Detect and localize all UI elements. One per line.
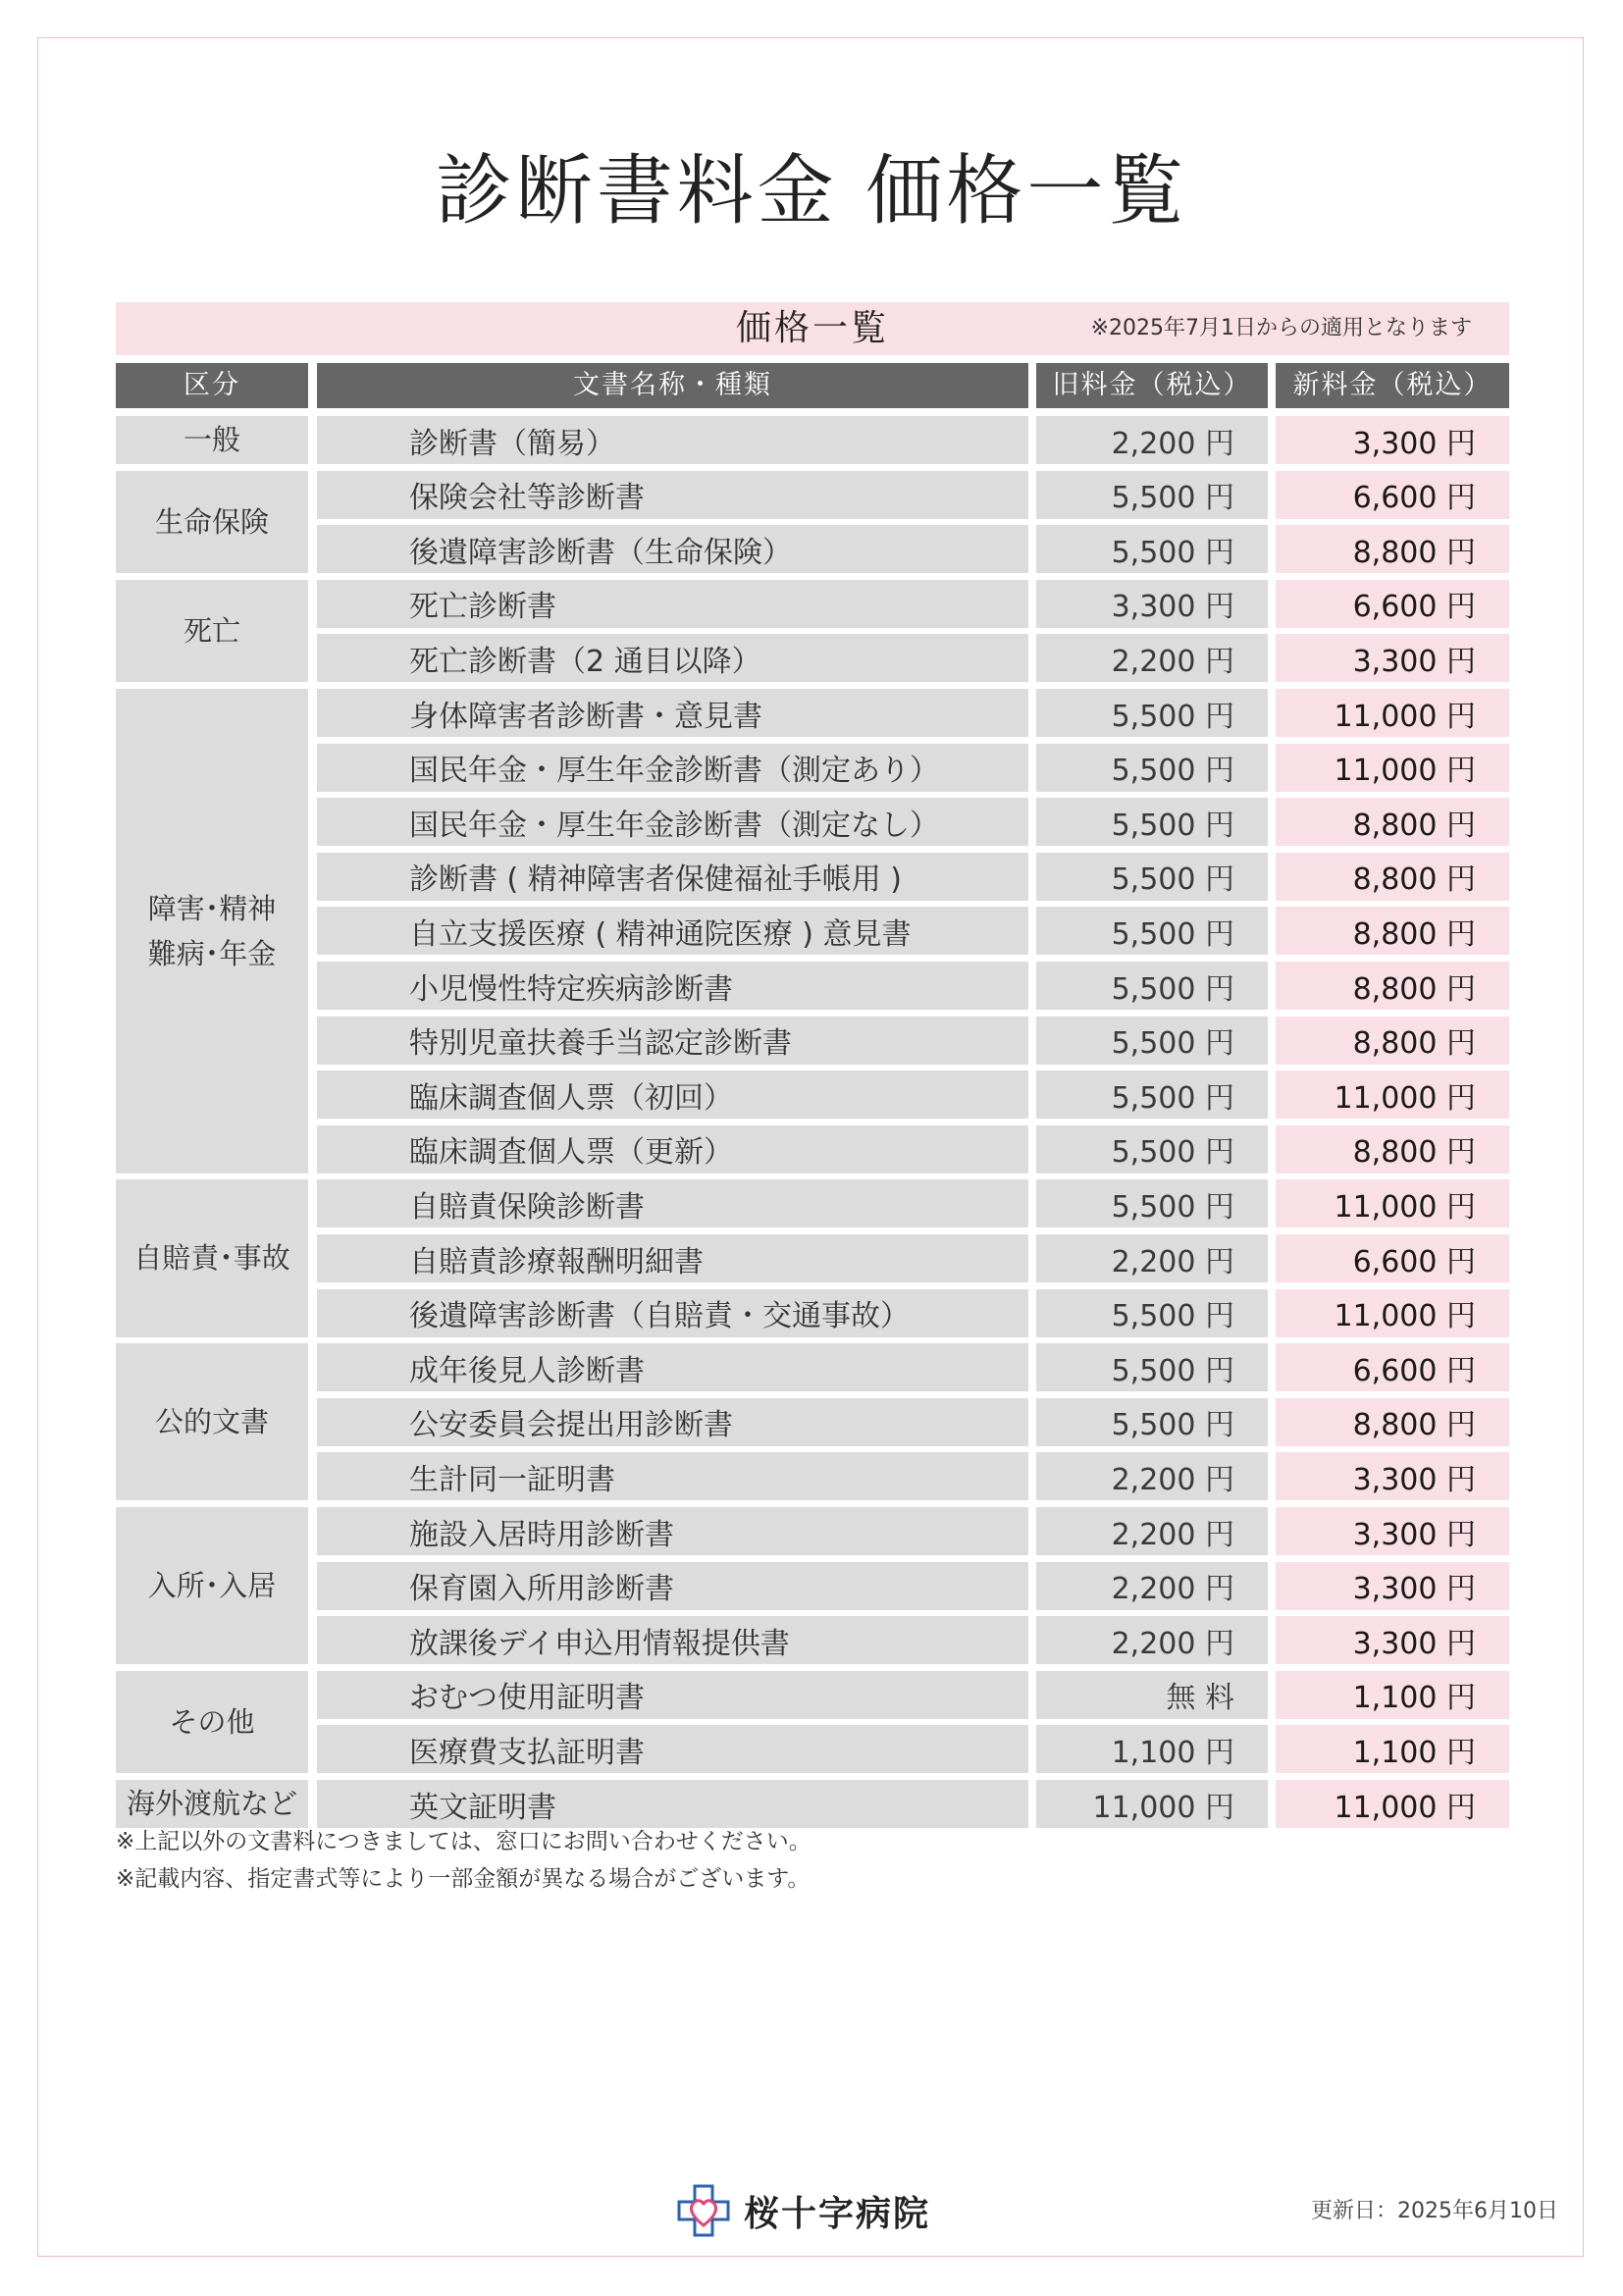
document-name-cell: 自賠責診療報酬明細書 (317, 1234, 1028, 1282)
document-name-cell: 公安委員会提出用診断書 (317, 1398, 1028, 1446)
header-category: 区分 (116, 363, 308, 408)
new-fee-cell: 8,800 円 (1276, 525, 1509, 573)
category-cell: 公的文書 (116, 1343, 308, 1500)
document-name-cell: 診断書 ( 精神障害者保健福祉手帳用 ) (317, 853, 1028, 901)
effective-date-note: ※2025年7月1日からの適用となります (1090, 316, 1472, 340)
old-fee-cell: 3,300 円 (1036, 580, 1268, 628)
hospital-logo (675, 2180, 930, 2241)
new-fee-cell: 11,000 円 (1276, 1289, 1509, 1337)
category-cell: その他 (116, 1671, 308, 1774)
price-list-band (116, 302, 1509, 355)
new-fee-cell: 3,300 円 (1276, 416, 1509, 464)
category-cell: 入所･入居 (116, 1507, 308, 1664)
document-name-cell: 後遺障害診断書（自賠責・交通事故） (317, 1289, 1028, 1337)
new-fee-cell: 8,800 円 (1276, 1398, 1509, 1446)
category-cell: 生命保険 (116, 471, 308, 574)
new-fee-cell: 8,800 円 (1276, 853, 1509, 901)
new-fee-cell: 8,800 円 (1276, 1017, 1509, 1065)
old-fee-cell: 2,200 円 (1036, 1562, 1268, 1610)
category-cell: 一般 (116, 416, 308, 464)
header-document: 文書名称・種類 (317, 363, 1028, 408)
cross-heart-icon (675, 2182, 732, 2239)
category-cell: 障害･精神 難病･年金 (116, 689, 308, 1174)
document-name-cell: 成年後見人診断書 (317, 1343, 1028, 1391)
old-fee-cell: 2,200 円 (1036, 1234, 1268, 1282)
new-fee-cell: 11,000 円 (1276, 1070, 1509, 1119)
document-name-cell: 英文証明書 (317, 1780, 1028, 1828)
document-name-cell: 保育園入所用診断書 (317, 1562, 1028, 1610)
new-fee-cell: 3,300 円 (1276, 1452, 1509, 1500)
new-fee-cell: 6,600 円 (1276, 1343, 1509, 1391)
new-fee-cell: 11,000 円 (1276, 1780, 1509, 1828)
new-fee-cell: 3,300 円 (1276, 1562, 1509, 1610)
old-fee-cell: 5,500 円 (1036, 1070, 1268, 1119)
document-name-cell: 生計同一証明書 (317, 1452, 1028, 1500)
header-new-fee: 新料金（税込） (1276, 363, 1509, 408)
page-title: 診断書料金 価格一覧 (435, 147, 1188, 235)
old-fee-cell: 5,500 円 (1036, 525, 1268, 573)
old-fee-cell: 5,500 円 (1036, 853, 1268, 901)
document-name-cell: 施設入居時用診断書 (317, 1507, 1028, 1555)
notes (116, 1823, 812, 1898)
document-name-cell: 医療費支払証明書 (317, 1725, 1028, 1773)
new-fee-cell: 3,300 円 (1276, 634, 1509, 682)
old-fee-cell: 2,200 円 (1036, 416, 1268, 464)
old-fee-cell: 11,000 円 (1036, 1780, 1268, 1828)
document-name-cell: 死亡診断書 (317, 580, 1028, 628)
document-name-cell: 臨床調査個人票（更新） (317, 1125, 1028, 1174)
new-fee-cell: 8,800 円 (1276, 1125, 1509, 1174)
document-name-cell: 放課後デイ申込用情報提供書 (317, 1616, 1028, 1664)
old-fee-cell: 5,500 円 (1036, 962, 1268, 1010)
document-name-cell: おむつ使用証明書 (317, 1671, 1028, 1719)
category-cell: 死亡 (116, 580, 308, 683)
old-fee-cell: 5,500 円 (1036, 1289, 1268, 1337)
old-fee-cell: 5,500 円 (1036, 907, 1268, 955)
new-fee-cell: 8,800 円 (1276, 798, 1509, 846)
document-name-cell: 小児慢性特定疾病診断書 (317, 962, 1028, 1010)
updated-date: 更新日：2025年6月10日 (1311, 2199, 1558, 2223)
category-cell: 海外渡航など (116, 1780, 308, 1828)
old-fee-cell: 5,500 円 (1036, 798, 1268, 846)
category-cell: 自賠責･事故 (116, 1179, 308, 1336)
document-name-cell: 臨床調査個人票（初回） (317, 1070, 1028, 1119)
old-fee-cell: 5,500 円 (1036, 1017, 1268, 1065)
new-fee-cell: 11,000 円 (1276, 689, 1509, 737)
new-fee-cell: 8,800 円 (1276, 962, 1509, 1010)
new-fee-cell: 1,100 円 (1276, 1725, 1509, 1773)
old-fee-cell: 1,100 円 (1036, 1725, 1268, 1773)
header-old-fee: 旧料金（税込） (1036, 363, 1268, 408)
new-fee-cell: 6,600 円 (1276, 580, 1509, 628)
document-name-cell: 診断書（簡易） (317, 416, 1028, 464)
old-fee-cell: 5,500 円 (1036, 689, 1268, 737)
note-line: ※記載内容、指定書式等により一部金額が異なる場合がございます。 (116, 1866, 811, 1892)
old-fee-cell: 5,500 円 (1036, 744, 1268, 792)
new-fee-cell: 8,800 円 (1276, 907, 1509, 955)
old-fee-cell: 2,200 円 (1036, 1452, 1268, 1500)
old-fee-cell: 5,500 円 (1036, 1343, 1268, 1391)
document-name-cell: 保険会社等診断書 (317, 471, 1028, 519)
document-name-cell: 国民年金・厚生年金診断書（測定なし） (317, 798, 1028, 846)
old-fee-cell: 5,500 円 (1036, 1125, 1268, 1174)
new-fee-cell: 3,300 円 (1276, 1616, 1509, 1664)
new-fee-cell: 11,000 円 (1276, 744, 1509, 792)
band-title: 価格一覧 (735, 308, 889, 348)
document-name-cell: 国民年金・厚生年金診断書（測定あり） (317, 744, 1028, 792)
new-fee-cell: 6,600 円 (1276, 471, 1509, 519)
note-line: ※上記以外の文書料につきましては、窓口にお問い合わせください。 (116, 1829, 812, 1854)
old-fee-cell: 2,200 円 (1036, 1616, 1268, 1664)
old-fee-cell: 5,500 円 (1036, 1398, 1268, 1446)
new-fee-cell: 1,100 円 (1276, 1671, 1509, 1719)
old-fee-cell: 5,500 円 (1036, 1179, 1268, 1227)
old-fee-cell: 5,500 円 (1036, 471, 1268, 519)
old-fee-cell: 無 料 (1036, 1671, 1268, 1719)
new-fee-cell: 11,000 円 (1276, 1179, 1509, 1227)
document-name-cell: 後遺障害診断書（生命保険） (317, 525, 1028, 573)
document-name-cell: 死亡診断書（2 通目以降） (317, 634, 1028, 682)
new-fee-cell: 6,600 円 (1276, 1234, 1509, 1282)
old-fee-cell: 2,200 円 (1036, 634, 1268, 682)
document-name-cell: 自立支援医療 ( 精神通院医療 ) 意見書 (317, 907, 1028, 955)
hospital-name: 桜十字病院 (744, 2193, 931, 2234)
document-name-cell: 自賠責保険診断書 (317, 1179, 1028, 1227)
old-fee-cell: 2,200 円 (1036, 1507, 1268, 1555)
document-name-cell: 特別児童扶養手当認定診断書 (317, 1017, 1028, 1065)
document-name-cell: 身体障害者診断書・意見書 (317, 689, 1028, 737)
new-fee-cell: 3,300 円 (1276, 1507, 1509, 1555)
